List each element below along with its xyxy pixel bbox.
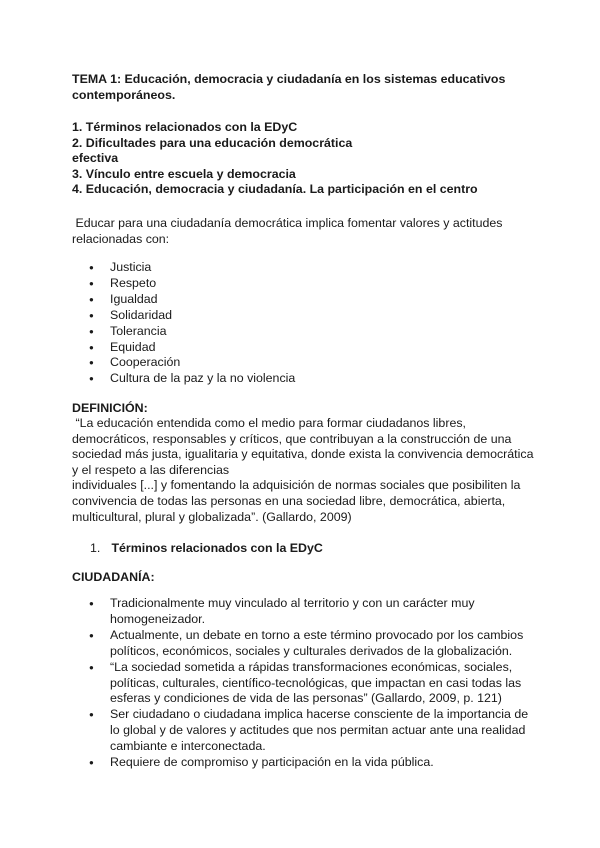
title-line-2: contemporáneos. (72, 87, 176, 102)
index-item: 2. Dificultades para una educación democrática (72, 135, 353, 150)
ciudadania-heading: CIUDADANÍA: (72, 570, 155, 584)
intro-line-2: relacionadas con: (72, 231, 170, 246)
list-item: ● Equidad (72, 340, 532, 356)
definition-line: y el respeto a las diferencias (72, 462, 230, 477)
index-item: 1. Términos relacionados con la EDyC (72, 120, 298, 134)
title-line-1: TEMA 1: Educación, democracia y ciudadanía en los sistemas educativos (72, 72, 506, 86)
list-item: ● Tolerancia (72, 324, 532, 340)
definition-line: “La educación entendida como el medio para formar ciudadanos libres, (72, 416, 466, 430)
list-item-line: ● “La sociedad sometida a rápidas transformaciones económicas, sociales, (110, 659, 513, 674)
definition-line: sociedad más justa, igualitaria y equitativa, donde exista la convivencia democrática (72, 447, 534, 462)
list-item-line: lo global y de valores y actitudes que nos permitan actuar ante una realidad (110, 723, 526, 738)
definition-line: convivencia de todas las personas en una sociedad libre, democrática, abierta, (72, 493, 506, 508)
list-item (72, 707, 542, 755)
page-title (72, 72, 542, 103)
list-item: ● Cooperación (72, 355, 532, 371)
list-item: ● Solidaridad (72, 308, 532, 324)
list-item-line: cambiante e interconectada. (110, 739, 266, 754)
definition-line: democráticos, responsables y críticos, que contribuyan a la construcción de una (72, 431, 512, 446)
list-item: ● Respeto (72, 276, 532, 292)
index-item: efectiva (72, 151, 119, 166)
list-item-line: ● Tradicionalmente muy vinculado al territorio y con un carácter muy (110, 596, 475, 610)
section-title: Términos relacionados con la EDyC (111, 541, 323, 555)
list-item: ● Cultura de la paz y la no violencia (72, 371, 532, 387)
list-item-line: políticos, económicos, sociales y culturales derivados de la globalización. (110, 643, 513, 658)
section-1-heading (90, 541, 550, 557)
definition-heading: DEFINICIÓN: (72, 401, 148, 415)
intro-line-1: Educar para una ciudadanía democrática implica fomentar valores y actitudes (72, 216, 503, 230)
index-item: 3. Vínculo entre escuela y democracia (72, 166, 296, 181)
ciudadania-list-block (72, 596, 542, 771)
definition-line: individuales [...] y fomentando la adquisición de normas sociales que posibiliten la (72, 478, 521, 493)
ciudadania-list (72, 596, 542, 771)
list-item-line: homogeneizador. (110, 611, 206, 626)
topic-index (72, 120, 542, 198)
list-item-line: esferas y condiciones de vida de las personas” (Gallardo, 2009, p. 121) (110, 691, 502, 706)
list-item-line: ● Requiere de compromiso y participación en la vida pública. (110, 755, 434, 770)
section-number: 1. (90, 541, 101, 555)
list-item: ● Igualdad (72, 292, 532, 308)
list-item-line: ● Ser ciudadano o ciudadana implica hacerse consciente de la importancia de (110, 707, 529, 722)
values-list (72, 260, 532, 387)
list-item: ● Justicia (72, 260, 532, 276)
definition-line: multicultural, plural y globalizada”. (Gallardo, 2009) (72, 509, 352, 524)
list-item-line: políticas, culturales, científico-tecnológicas, que impactan en casi todas las (110, 675, 522, 690)
list-item (72, 660, 542, 708)
values-list-block (72, 260, 532, 387)
list-item-line: ● Actualmente, un debate en torno a este término provocado por los cambios (110, 627, 524, 642)
index-item: 4. Educación, democracia y ciudadanía. La participación en el centro (72, 182, 478, 197)
definition-quote (72, 416, 542, 525)
intro-paragraph (72, 216, 542, 247)
list-item (72, 628, 542, 660)
list-item (72, 596, 542, 628)
list-item (72, 755, 542, 771)
